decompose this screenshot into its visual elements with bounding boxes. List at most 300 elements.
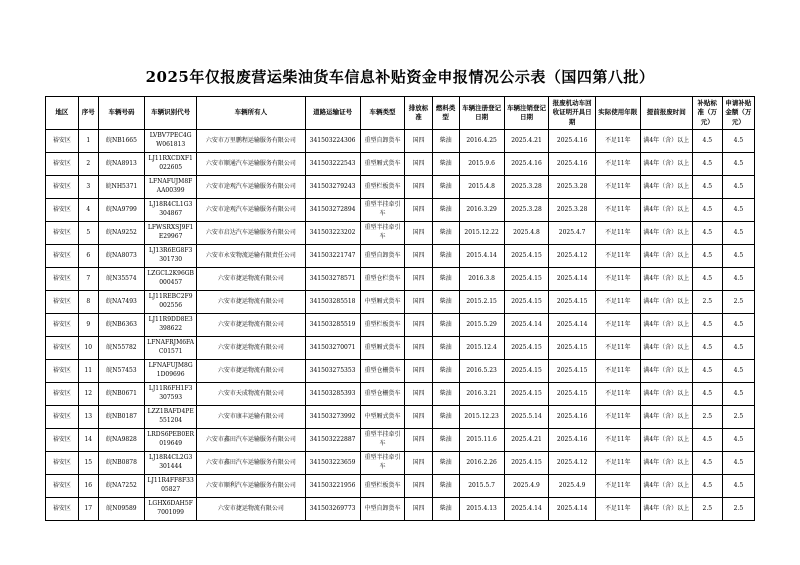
table-cell: 满4年（含）以上 xyxy=(640,498,692,521)
table-cell: 皖NH5371 xyxy=(98,176,144,199)
table-cell: 12 xyxy=(78,383,98,406)
table-cell: 柴油 xyxy=(432,222,459,245)
table-cell: 2016.5.23 xyxy=(459,360,504,383)
table-cell: 4.5 xyxy=(692,429,722,452)
table-cell: 满4年（含）以上 xyxy=(640,222,692,245)
table-cell: 4.5 xyxy=(692,176,722,199)
header-cell: 车辆号码 xyxy=(98,97,144,130)
table-cell: 不足11年 xyxy=(595,130,640,153)
table-cell: 341503278571 xyxy=(305,268,360,291)
table-cell: 341503221747 xyxy=(305,245,360,268)
table-cell: 满4年（含）以上 xyxy=(640,452,692,475)
table-cell: 341503270071 xyxy=(305,337,360,360)
header-cell: 燃料类型 xyxy=(432,97,459,130)
table-cell: 满4年（含）以上 xyxy=(640,199,692,222)
header-cell: 补贴标准（万元） xyxy=(692,97,722,130)
table-cell: 2025.5.14 xyxy=(504,406,549,429)
table-cell: 2025.4.15 xyxy=(504,383,549,406)
table-cell: 国四 xyxy=(405,268,432,291)
table-cell: 国四 xyxy=(405,153,432,176)
table-cell: 重型仓栅货车 xyxy=(360,360,405,383)
table-cell: 国四 xyxy=(405,360,432,383)
table-cell: 柴油 xyxy=(432,383,459,406)
table-cell: 裕安区 xyxy=(46,199,79,222)
table-cell: 国四 xyxy=(405,337,432,360)
table-cell: LZZ1BAFD4PE551204 xyxy=(145,406,197,429)
table-cell: 2025.4.15 xyxy=(504,360,549,383)
header-cell: 车辆注册登记日期 xyxy=(459,97,504,130)
table-cell: 六安市永安物流运输有限责任公司 xyxy=(197,245,305,268)
header-cell: 车辆类型 xyxy=(360,97,405,130)
table-cell: 13 xyxy=(78,406,98,429)
table-cell: 皖NB0878 xyxy=(98,452,144,475)
table-cell: 六安市顺通汽车运输服务有限公司 xyxy=(197,153,305,176)
table-cell: 2025.4.15 xyxy=(504,268,549,291)
header-cell: 车辆注销登记日期 xyxy=(504,97,549,130)
table-cell: 5 xyxy=(78,222,98,245)
table-cell: 国四 xyxy=(405,130,432,153)
table-cell: 4.5 xyxy=(692,153,722,176)
table-cell: 341503273992 xyxy=(305,406,360,429)
table-cell: 341503223659 xyxy=(305,452,360,475)
table-cell: 2025.3.28 xyxy=(549,199,595,222)
subsidy-table xyxy=(45,96,755,521)
table-cell: 满4年（含）以上 xyxy=(640,475,692,498)
table-cell: 4.5 xyxy=(692,199,722,222)
table-cell: 满4年（含）以上 xyxy=(640,176,692,199)
table-cell: 341503285519 xyxy=(305,314,360,337)
table-row xyxy=(46,498,755,521)
table-cell: 4.5 xyxy=(692,452,722,475)
table-cell: 2025.4.14 xyxy=(549,314,595,337)
table-cell: 341503224306 xyxy=(305,130,360,153)
table-cell: 4.5 xyxy=(722,245,754,268)
table-cell: 4.5 xyxy=(722,222,754,245)
table-cell: 2015.4.14 xyxy=(459,245,504,268)
table-cell: 满4年（含）以上 xyxy=(640,406,692,429)
table-cell: LJ11RXCDXF1022605 xyxy=(145,153,197,176)
table-cell: 不足11年 xyxy=(595,406,640,429)
table-cell: 重型半挂牵引车 xyxy=(360,199,405,222)
table-cell: 2025.4.12 xyxy=(549,245,595,268)
table-cell: 4.5 xyxy=(692,130,722,153)
table-cell: 4.5 xyxy=(722,176,754,199)
table-cell: 2025.4.15 xyxy=(549,337,595,360)
table-cell: 柴油 xyxy=(432,268,459,291)
table-cell: LJ11R4FF8F3305827 xyxy=(145,475,197,498)
table-cell: 2025.4.7 xyxy=(549,222,595,245)
table-cell: 柴油 xyxy=(432,176,459,199)
table-cell: 2025.3.28 xyxy=(549,176,595,199)
table-cell: 4.5 xyxy=(722,153,754,176)
table-cell: 2025.4.12 xyxy=(549,452,595,475)
table-cell: 重型栏板货车 xyxy=(360,475,405,498)
table-cell: 裕安区 xyxy=(46,452,79,475)
table-cell: 皖NA9252 xyxy=(98,222,144,245)
table-cell: 裕安区 xyxy=(46,383,79,406)
table-cell: 2025.4.15 xyxy=(549,291,595,314)
table-row xyxy=(46,314,755,337)
table-cell: 2015.12.23 xyxy=(459,406,504,429)
table-cell: 4.5 xyxy=(692,383,722,406)
table-cell: 3 xyxy=(78,176,98,199)
table-cell: 皖N57453 xyxy=(98,360,144,383)
table-cell: LFNAFRJM6FAC01571 xyxy=(145,337,197,360)
table-cell: 国四 xyxy=(405,314,432,337)
table-cell: 16 xyxy=(78,475,98,498)
table-cell: 4.5 xyxy=(722,429,754,452)
table-cell: 不足11年 xyxy=(595,452,640,475)
header-cell: 申请补贴金额（万元） xyxy=(722,97,754,130)
table-cell: 4.5 xyxy=(722,314,754,337)
table-cell: 满4年（含）以上 xyxy=(640,314,692,337)
table-cell: 2025.4.15 xyxy=(504,337,549,360)
table-cell: 满4年（含）以上 xyxy=(640,337,692,360)
header-cell: 地区 xyxy=(46,97,79,130)
table-cell: 2.5 xyxy=(722,291,754,314)
table-cell: 2015.12.4 xyxy=(459,337,504,360)
table-cell: 六安市鑫田汽车运输服务有限公司 xyxy=(197,429,305,452)
table-cell: 裕安区 xyxy=(46,268,79,291)
table-cell: 皖N09589 xyxy=(98,498,144,521)
table-cell: LJ18R4CL1G3304867 xyxy=(145,199,197,222)
table-cell: 六安市顺利汽车运输服务有限公司 xyxy=(197,475,305,498)
table-cell: LJ13R6EG8F3301730 xyxy=(145,245,197,268)
table-cell: 2025.3.28 xyxy=(504,176,549,199)
table-row xyxy=(46,268,755,291)
table-cell: 皖NA8073 xyxy=(98,245,144,268)
table-cell: 10 xyxy=(78,337,98,360)
table-cell: LFNAFUJM8G1D09696 xyxy=(145,360,197,383)
table-cell: 柴油 xyxy=(432,452,459,475)
table-cell: 重型自卸货车 xyxy=(360,130,405,153)
table-cell: 裕安区 xyxy=(46,337,79,360)
table-row xyxy=(46,406,755,429)
table-cell: 4 xyxy=(78,199,98,222)
table-row xyxy=(46,199,755,222)
table-cell: 中型厢式货车 xyxy=(360,291,405,314)
table-cell: 满4年（含）以上 xyxy=(640,429,692,452)
table-cell: 皖NB0187 xyxy=(98,406,144,429)
table-cell: 不足11年 xyxy=(595,245,640,268)
table-cell: 2015.5.29 xyxy=(459,314,504,337)
table-cell: 裕安区 xyxy=(46,475,79,498)
table-cell: 满4年（含）以上 xyxy=(640,268,692,291)
table-cell: 2025.4.21 xyxy=(504,130,549,153)
table-cell: 柴油 xyxy=(432,475,459,498)
header-cell: 排放标准 xyxy=(405,97,432,130)
table-cell: 柴油 xyxy=(432,314,459,337)
table-cell: 满4年（含）以上 xyxy=(640,153,692,176)
table-cell: 国四 xyxy=(405,245,432,268)
table-cell: 2025.4.16 xyxy=(549,153,595,176)
header-cell: 序号 xyxy=(78,97,98,130)
table-cell: 裕安区 xyxy=(46,360,79,383)
table-cell: 15 xyxy=(78,452,98,475)
table-cell: 裕安区 xyxy=(46,291,79,314)
table-cell: 4.5 xyxy=(692,360,722,383)
table-cell: 2016.2.26 xyxy=(459,452,504,475)
table-cell: 4.5 xyxy=(692,337,722,360)
table-cell: 国四 xyxy=(405,429,432,452)
table-cell: 六安市捷运物流有限公司 xyxy=(197,291,305,314)
table-cell: 六安市捷运物流有限公司 xyxy=(197,314,305,337)
table-cell: 柴油 xyxy=(432,130,459,153)
table-cell: 皖NB1665 xyxy=(98,130,144,153)
table-cell: LJ11REBC2F9002556 xyxy=(145,291,197,314)
table-cell: 不足11年 xyxy=(595,337,640,360)
table-cell: 六安市万里鹏程运输服务有限公司 xyxy=(197,130,305,153)
table-cell: 六安市捷运物流有限公司 xyxy=(197,268,305,291)
table-cell: LJ18R4CL2G3301444 xyxy=(145,452,197,475)
table-cell: LJ11R6FH1F3307593 xyxy=(145,383,197,406)
table-cell: 裕安区 xyxy=(46,245,79,268)
header-cell: 道路运输证号 xyxy=(305,97,360,130)
table-cell: 341503222543 xyxy=(305,153,360,176)
table-cell: 重型栏板货车 xyxy=(360,176,405,199)
table-cell: 国四 xyxy=(405,475,432,498)
table-cell: 2025.4.9 xyxy=(549,475,595,498)
table-cell: 六安市捷运物流有限公司 xyxy=(197,337,305,360)
table-cell: 4.5 xyxy=(692,268,722,291)
table-cell: 皖NA7252 xyxy=(98,475,144,498)
table-cell: LVBV7PEC4GW061813 xyxy=(145,130,197,153)
table-cell: 六安市捷运物流有限公司 xyxy=(197,498,305,521)
table-cell: 341503222887 xyxy=(305,429,360,452)
table-cell: 皖NA7493 xyxy=(98,291,144,314)
table-cell: 2015.11.6 xyxy=(459,429,504,452)
table-cell: 满4年（含）以上 xyxy=(640,291,692,314)
table-cell: 六安市天成物流有限公司 xyxy=(197,383,305,406)
table-cell: 341503279243 xyxy=(305,176,360,199)
header-cell: 提前报废时间 xyxy=(640,97,692,130)
table-cell: 皖NA8913 xyxy=(98,153,144,176)
table-cell: 不足11年 xyxy=(595,383,640,406)
table-cell: 不足11年 xyxy=(595,268,640,291)
table-cell: 2025.4.9 xyxy=(504,475,549,498)
table-cell: 341503285518 xyxy=(305,291,360,314)
table-cell: 柴油 xyxy=(432,337,459,360)
table-cell: 7 xyxy=(78,268,98,291)
table-cell: 柴油 xyxy=(432,498,459,521)
table-cell: LFWSRXSJ9F1E29967 xyxy=(145,222,197,245)
table-cell: 2025.4.16 xyxy=(549,406,595,429)
table-cell: 4.5 xyxy=(692,314,722,337)
table-cell: 不足11年 xyxy=(595,429,640,452)
table-row xyxy=(46,176,755,199)
table-body xyxy=(46,130,755,521)
table-cell: 341503285393 xyxy=(305,383,360,406)
table-cell: 1 xyxy=(78,130,98,153)
table-cell: 皖NA9799 xyxy=(98,199,144,222)
table-cell: 国四 xyxy=(405,176,432,199)
table-cell: 341503223202 xyxy=(305,222,360,245)
table-cell: 不足11年 xyxy=(595,153,640,176)
table-row xyxy=(46,360,755,383)
table-cell: 2.5 xyxy=(722,498,754,521)
table-cell: 2015.4.8 xyxy=(459,176,504,199)
table-cell: 重型厢式货车 xyxy=(360,153,405,176)
table-cell: 六安市启达汽车运输服务有限公司 xyxy=(197,222,305,245)
table-cell: 重型仓栅货车 xyxy=(360,383,405,406)
table-cell: 柴油 xyxy=(432,360,459,383)
table-cell: 4.5 xyxy=(722,383,754,406)
table-cell: 2.5 xyxy=(692,406,722,429)
table-cell: 4.5 xyxy=(722,475,754,498)
table-cell: 六安市途观汽车运输服务有限公司 xyxy=(197,176,305,199)
table-cell: 14 xyxy=(78,429,98,452)
table-cell: 不足11年 xyxy=(595,176,640,199)
table-cell: 皖N55782 xyxy=(98,337,144,360)
table-cell: 2025.4.16 xyxy=(549,429,595,452)
table-cell: 不足11年 xyxy=(595,314,640,337)
table-cell: 4.5 xyxy=(722,360,754,383)
table-cell: 4.5 xyxy=(722,199,754,222)
table-cell: 2025.4.15 xyxy=(504,452,549,475)
table-cell: 重型半挂牵引车 xyxy=(360,429,405,452)
table-cell: 2025.4.14 xyxy=(549,268,595,291)
table-cell: 满4年（含）以上 xyxy=(640,130,692,153)
table-cell: 满4年（含）以上 xyxy=(640,360,692,383)
table-cell: 341503221956 xyxy=(305,475,360,498)
table-cell: 4.5 xyxy=(692,222,722,245)
table-cell: 2015.5.7 xyxy=(459,475,504,498)
table-cell: 裕安区 xyxy=(46,176,79,199)
table-cell: 2025.4.14 xyxy=(504,498,549,521)
table-cell: 2015.4.13 xyxy=(459,498,504,521)
table-cell: 裕安区 xyxy=(46,130,79,153)
table-cell: 2015.12.22 xyxy=(459,222,504,245)
header-cell: 车辆识别代号 xyxy=(145,97,197,130)
table-cell: 2025.4.14 xyxy=(504,314,549,337)
table-cell: 六安市鑫田汽车运输服务有限公司 xyxy=(197,452,305,475)
table-row xyxy=(46,429,755,452)
table-cell: 裕安区 xyxy=(46,406,79,429)
header-cell: 报废机动车回收证明开具日期 xyxy=(549,97,595,130)
table-cell: 重型半挂牵引车 xyxy=(360,452,405,475)
table-cell: 不足11年 xyxy=(595,222,640,245)
table-cell: 裕安区 xyxy=(46,153,79,176)
table-cell: 皖NB6363 xyxy=(98,314,144,337)
table-cell: 4.5 xyxy=(692,245,722,268)
table-cell: 裕安区 xyxy=(46,222,79,245)
table-cell: 2025.4.21 xyxy=(504,429,549,452)
table-cell: 六安市捷运物流有限公司 xyxy=(197,360,305,383)
table-cell: 国四 xyxy=(405,199,432,222)
table-cell: 4.5 xyxy=(722,337,754,360)
table-cell: LFNAFUJM8FAA00399 xyxy=(145,176,197,199)
header-cell: 实际使用年限 xyxy=(595,97,640,130)
table-cell: 2025.4.8 xyxy=(504,222,549,245)
table-cell: 重型自卸货车 xyxy=(360,245,405,268)
table-cell: 341503269773 xyxy=(305,498,360,521)
table-cell: 不足11年 xyxy=(595,360,640,383)
table-cell: LRDS6PEB0ER019649 xyxy=(145,429,197,452)
table-cell: 341503275353 xyxy=(305,360,360,383)
table-cell: 柴油 xyxy=(432,245,459,268)
table-cell: 柴油 xyxy=(432,429,459,452)
table-row xyxy=(46,130,755,153)
header-cell: 车辆所有人 xyxy=(197,97,305,130)
table-row xyxy=(46,383,755,406)
table-cell: 国四 xyxy=(405,291,432,314)
table-cell: 2.5 xyxy=(692,291,722,314)
table-row xyxy=(46,337,755,360)
table-cell: 不足11年 xyxy=(595,475,640,498)
table-cell: 2.5 xyxy=(692,498,722,521)
table-cell: 2025.4.16 xyxy=(504,153,549,176)
table-cell: 中型厢式货车 xyxy=(360,406,405,429)
table-cell: 柴油 xyxy=(432,153,459,176)
table-cell: 国四 xyxy=(405,498,432,521)
table-cell: 裕安区 xyxy=(46,429,79,452)
table-cell: 不足11年 xyxy=(595,199,640,222)
table-cell: 2025.4.15 xyxy=(504,245,549,268)
table-row xyxy=(46,452,755,475)
table-cell: 国四 xyxy=(405,452,432,475)
table-cell: LZGCL2K96GB000457 xyxy=(145,268,197,291)
table-cell: 满4年（含）以上 xyxy=(640,245,692,268)
table-cell: 重型栏板货车 xyxy=(360,314,405,337)
table-cell: 满4年（含）以上 xyxy=(640,383,692,406)
table-cell: 2025.4.16 xyxy=(549,130,595,153)
page-title: 2025年仅报废营运柴油货车信息补贴资金申报情况公示表（国四第八批） xyxy=(145,68,655,86)
table-cell: 2015.9.6 xyxy=(459,153,504,176)
table-cell: 8 xyxy=(78,291,98,314)
table-cell: 17 xyxy=(78,498,98,521)
table-cell: 11 xyxy=(78,360,98,383)
table-cell: 4.5 xyxy=(692,475,722,498)
table-cell: 2015.2.15 xyxy=(459,291,504,314)
table-cell: LGHX6DAH5F7001099 xyxy=(145,498,197,521)
table-cell: 中型自卸货车 xyxy=(360,498,405,521)
table-row xyxy=(46,222,755,245)
table-cell: 6 xyxy=(78,245,98,268)
table-cell: 2016.3.29 xyxy=(459,199,504,222)
table-cell: 4.5 xyxy=(722,268,754,291)
table-row xyxy=(46,245,755,268)
table-cell: 国四 xyxy=(405,383,432,406)
table-cell: 4.5 xyxy=(722,452,754,475)
table-cell: 4.5 xyxy=(722,130,754,153)
table-cell: 2025.4.15 xyxy=(549,383,595,406)
table-cell: 裕安区 xyxy=(46,314,79,337)
table-cell: 重型仓栏货车 xyxy=(360,268,405,291)
table-cell: 不足11年 xyxy=(595,291,640,314)
table-cell: 2.5 xyxy=(722,406,754,429)
table-cell: LJ11R9DD8E3398622 xyxy=(145,314,197,337)
table-cell: 柴油 xyxy=(432,406,459,429)
table-cell: 裕安区 xyxy=(46,498,79,521)
table-cell: 341503272894 xyxy=(305,199,360,222)
table-cell: 2025.4.15 xyxy=(504,291,549,314)
table-row xyxy=(46,475,755,498)
table-cell: 2025.4.14 xyxy=(549,498,595,521)
table-cell: 皖NA9828 xyxy=(98,429,144,452)
table-cell: 重型半挂牵引车 xyxy=(360,222,405,245)
table-cell: 皖N35574 xyxy=(98,268,144,291)
table-cell: 六安市康丰运输有限公司 xyxy=(197,406,305,429)
table-cell: 六安市途观汽车运输服务有限公司 xyxy=(197,199,305,222)
table-cell: 重型厢式货车 xyxy=(360,337,405,360)
table-cell: 国四 xyxy=(405,222,432,245)
table-cell: 柴油 xyxy=(432,199,459,222)
table-cell: 2016.3.8 xyxy=(459,268,504,291)
table-cell: 皖NB0671 xyxy=(98,383,144,406)
table-cell: 不足11年 xyxy=(595,498,640,521)
table-cell: 2025.3.28 xyxy=(504,199,549,222)
table-cell: 9 xyxy=(78,314,98,337)
